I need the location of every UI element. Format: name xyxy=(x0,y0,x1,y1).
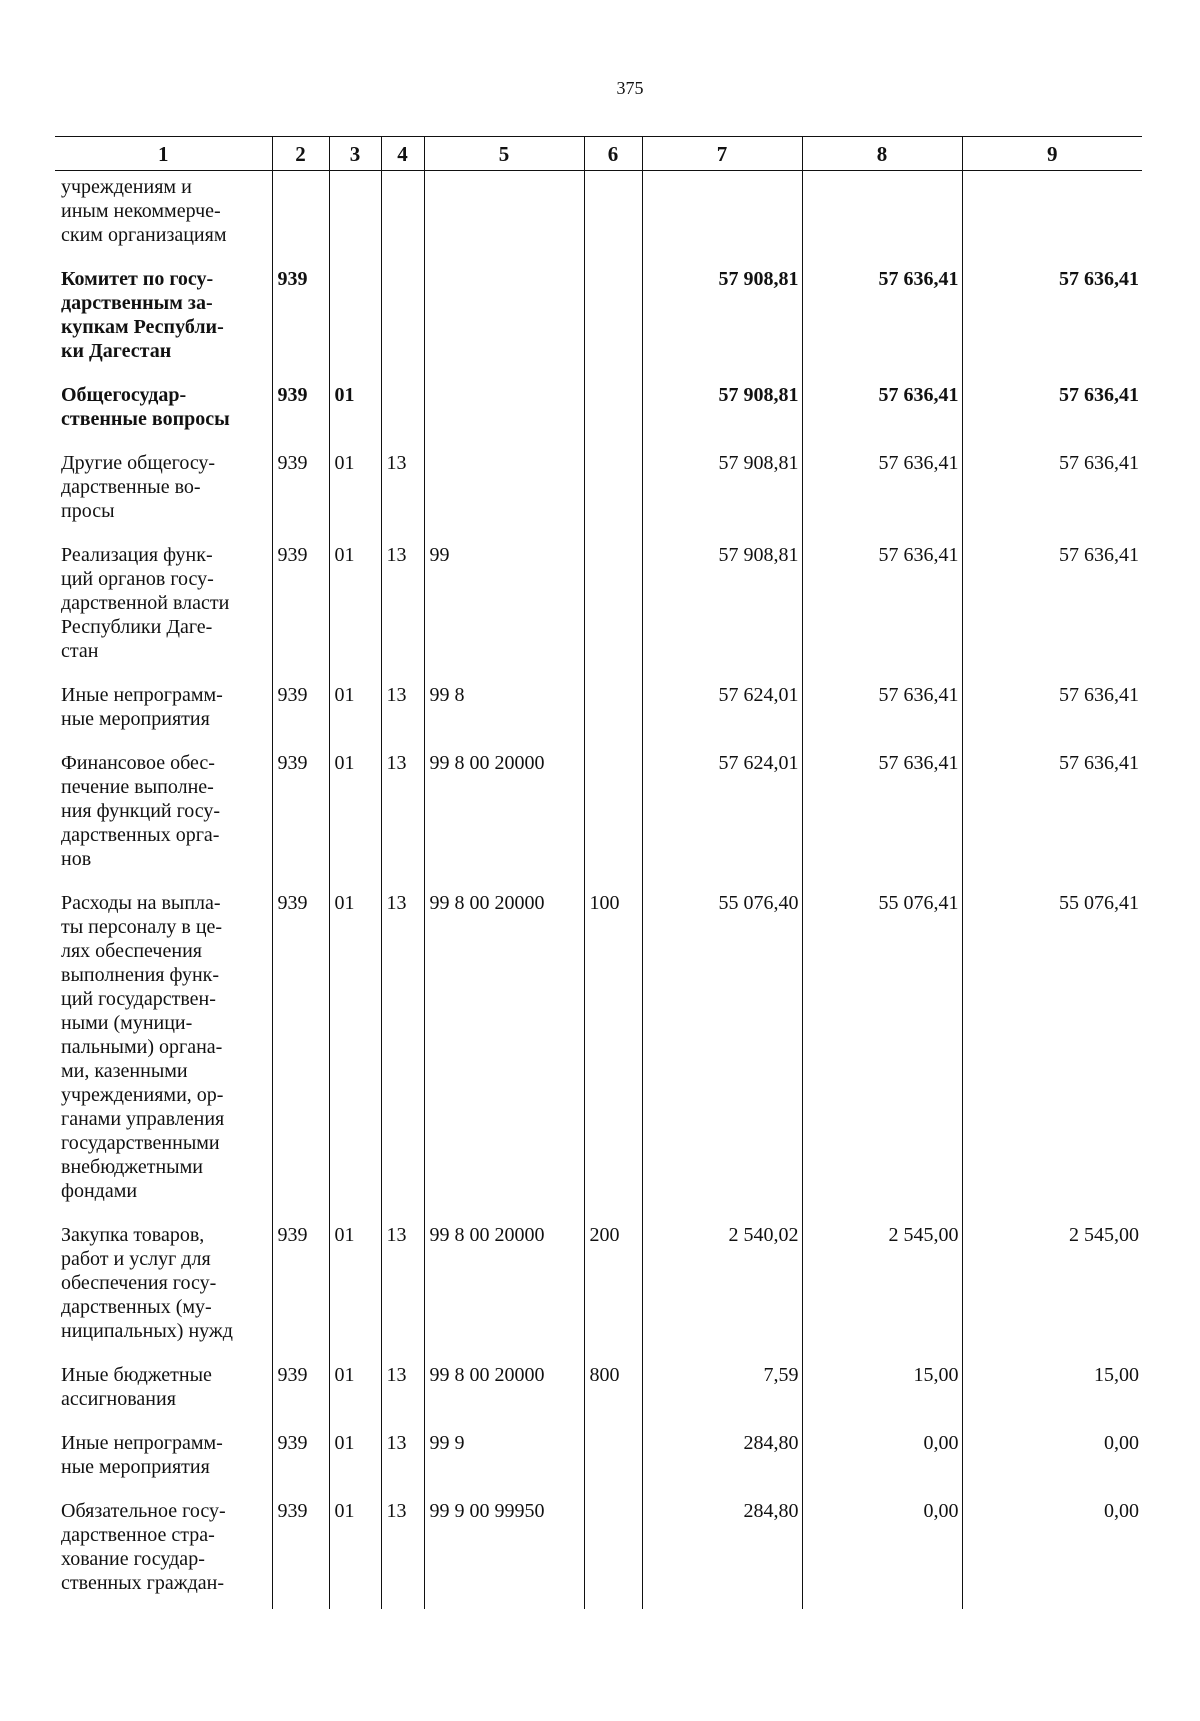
amount-col-7-text: 57 908,81 xyxy=(718,544,799,566)
ministry-code-text: 939 xyxy=(277,1500,308,1522)
item-name-text: Реализация функ- ций органов госу- дарственной власти Республики Даге- стан xyxy=(61,544,230,662)
cell-subsection-code xyxy=(381,533,424,673)
expense-type-code-text: 100 xyxy=(589,892,620,914)
cell-section-code xyxy=(329,1213,381,1353)
cell-amount-col-8 xyxy=(802,1489,962,1609)
table-row xyxy=(55,257,1142,373)
expense-type-code-text: 200 xyxy=(589,1224,620,1246)
cell-expense-type-code xyxy=(584,1353,642,1421)
cell-amount-col-9 xyxy=(962,1353,1142,1421)
amount-col-7-text: 55 076,40 xyxy=(718,892,799,914)
cell-ministry-code xyxy=(272,881,329,1213)
ministry-code-text: 939 xyxy=(277,684,308,706)
header-col-7: 7 xyxy=(642,137,802,171)
cell-section-code xyxy=(329,171,381,258)
cell-subsection-code xyxy=(381,673,424,741)
cell-expense-type-code xyxy=(584,257,642,373)
cell-item-name xyxy=(55,1489,272,1609)
cell-ministry-code xyxy=(272,673,329,741)
ministry-code-text: 939 xyxy=(277,1224,308,1246)
amount-col-9-text: 0,00 xyxy=(1104,1432,1139,1454)
cell-ministry-code xyxy=(272,441,329,533)
cell-target-article-code xyxy=(424,881,584,1213)
target-article-code-text: 99 9 00 99950 xyxy=(429,1500,545,1522)
expense-type-code-text: 800 xyxy=(589,1364,620,1386)
cell-item-name xyxy=(55,533,272,673)
cell-section-code xyxy=(329,741,381,881)
cell-amount-col-9 xyxy=(962,741,1142,881)
subsection-code-text: 13 xyxy=(386,544,407,566)
cell-ministry-code xyxy=(272,1489,329,1609)
cell-item-name xyxy=(55,441,272,533)
amount-col-9-text: 57 636,41 xyxy=(1059,452,1139,474)
cell-ministry-code xyxy=(272,1213,329,1353)
amount-col-7-text: 57 624,01 xyxy=(718,752,799,774)
cell-amount-col-8 xyxy=(802,673,962,741)
cell-ministry-code xyxy=(272,257,329,373)
ministry-code-text: 939 xyxy=(277,268,308,290)
header-col-6: 6 xyxy=(584,137,642,171)
cell-subsection-code xyxy=(381,881,424,1213)
section-code-text: 01 xyxy=(334,544,355,566)
header-col-1: 1 xyxy=(55,137,272,171)
cell-amount-col-9 xyxy=(962,441,1142,533)
amount-col-7-text: 57 908,81 xyxy=(718,452,799,474)
subsection-code-text: 13 xyxy=(386,1432,407,1454)
cell-amount-col-8 xyxy=(802,1213,962,1353)
target-article-code-text: 99 8 00 20000 xyxy=(429,752,545,774)
cell-section-code xyxy=(329,1353,381,1421)
item-name-text: Расходы на выпла- ты персоналу в це- лях обеспечения выполнения функ- ций государствен- ными (муници- пальными) органа- ми, казенными учреждениями, ор- ганами управления государственными внебюджетными фондами xyxy=(61,892,225,1202)
table-row xyxy=(55,441,1142,533)
cell-amount-col-8 xyxy=(802,171,962,258)
item-name-text: учреждениям и иным некоммерче- ским организациям xyxy=(61,176,227,246)
cell-target-article-code xyxy=(424,1213,584,1353)
cell-amount-col-8 xyxy=(802,1421,962,1489)
subsection-code-text: 13 xyxy=(386,1224,407,1246)
cell-expense-type-code xyxy=(584,673,642,741)
target-article-code-text: 99 8 xyxy=(429,684,465,706)
cell-section-code xyxy=(329,257,381,373)
cell-target-article-code xyxy=(424,1489,584,1609)
header-col-2: 2 xyxy=(272,137,329,171)
cell-amount-col-7 xyxy=(642,441,802,533)
subsection-code-text: 13 xyxy=(386,752,407,774)
cell-ministry-code xyxy=(272,741,329,881)
cell-amount-col-9 xyxy=(962,373,1142,441)
item-name-text: Общегосудар- ственные вопросы xyxy=(61,384,230,430)
amount-col-9-text: 15,00 xyxy=(1094,1364,1139,1386)
cell-expense-type-code xyxy=(584,1213,642,1353)
cell-subsection-code xyxy=(381,171,424,258)
amount-col-8-text: 57 636,41 xyxy=(878,544,959,566)
cell-amount-col-8 xyxy=(802,741,962,881)
cell-target-article-code xyxy=(424,533,584,673)
amount-col-7-text: 57 624,01 xyxy=(718,684,799,706)
cell-ministry-code xyxy=(272,1353,329,1421)
amount-col-7-text: 7,59 xyxy=(763,1364,799,1386)
table-row xyxy=(55,1353,1142,1421)
amount-col-9-text: 57 636,41 xyxy=(1059,268,1139,290)
amount-col-9-text: 57 636,41 xyxy=(1059,384,1139,406)
table-row xyxy=(55,1213,1142,1353)
cell-amount-col-9 xyxy=(962,1213,1142,1353)
page-number: 375 xyxy=(616,78,644,98)
table-row xyxy=(55,673,1142,741)
amount-col-8-text: 57 636,41 xyxy=(878,684,959,706)
cell-amount-col-7 xyxy=(642,741,802,881)
target-article-code-text: 99 9 xyxy=(429,1432,465,1454)
target-article-code-text: 99 xyxy=(429,544,450,566)
section-code-text: 01 xyxy=(334,1364,355,1386)
amount-col-9-text: 55 076,41 xyxy=(1059,892,1139,914)
cell-amount-col-8 xyxy=(802,533,962,673)
cell-amount-col-7 xyxy=(642,1489,802,1609)
cell-expense-type-code xyxy=(584,741,642,881)
section-code-text: 01 xyxy=(334,452,355,474)
cell-amount-col-7 xyxy=(642,373,802,441)
ministry-code-text: 939 xyxy=(277,452,308,474)
section-code-text: 01 xyxy=(334,892,355,914)
cell-subsection-code xyxy=(381,441,424,533)
cell-item-name xyxy=(55,881,272,1213)
cell-amount-col-7 xyxy=(642,171,802,258)
cell-section-code xyxy=(329,1489,381,1609)
cell-ministry-code xyxy=(272,1421,329,1489)
cell-target-article-code xyxy=(424,1353,584,1421)
amount-col-8-text: 0,00 xyxy=(923,1432,959,1454)
cell-subsection-code xyxy=(381,257,424,373)
cell-amount-col-7 xyxy=(642,673,802,741)
amount-col-8-text: 55 076,41 xyxy=(878,892,959,914)
table-body xyxy=(55,171,1142,1610)
cell-amount-col-7 xyxy=(642,1353,802,1421)
table-row xyxy=(55,741,1142,881)
cell-item-name xyxy=(55,171,272,258)
header-col-5: 5 xyxy=(424,137,584,171)
item-name-text: Комитет по госу- дарственным за- купкам Республи- ки Дагестан xyxy=(61,268,224,362)
cell-item-name xyxy=(55,1421,272,1489)
cell-item-name xyxy=(55,257,272,373)
section-code-text: 01 xyxy=(334,1432,355,1454)
cell-expense-type-code xyxy=(584,881,642,1213)
amount-col-9-text: 0,00 xyxy=(1104,1500,1139,1522)
cell-section-code xyxy=(329,373,381,441)
cell-ministry-code xyxy=(272,533,329,673)
amount-col-8-text: 2 545,00 xyxy=(888,1224,959,1246)
cell-item-name xyxy=(55,1353,272,1421)
table-row xyxy=(55,881,1142,1213)
table-row xyxy=(55,533,1142,673)
table-row xyxy=(55,171,1142,258)
cell-item-name xyxy=(55,673,272,741)
cell-target-article-code xyxy=(424,171,584,258)
cell-amount-col-9 xyxy=(962,171,1142,258)
ministry-code-text: 939 xyxy=(277,1364,308,1386)
ministry-code-text: 939 xyxy=(277,384,308,406)
cell-section-code xyxy=(329,533,381,673)
item-name-text: Другие общегосу- дарственные во- просы xyxy=(61,452,216,522)
header-col-4: 4 xyxy=(381,137,424,171)
cell-subsection-code xyxy=(381,1353,424,1421)
cell-amount-col-7 xyxy=(642,1421,802,1489)
amount-col-8-text: 57 636,41 xyxy=(878,752,959,774)
cell-amount-col-7 xyxy=(642,1213,802,1353)
amount-col-8-text: 57 636,41 xyxy=(878,268,959,290)
ministry-code-text: 939 xyxy=(277,544,308,566)
cell-ministry-code xyxy=(272,373,329,441)
cell-subsection-code xyxy=(381,1421,424,1489)
cell-section-code xyxy=(329,441,381,533)
cell-item-name xyxy=(55,1213,272,1353)
cell-amount-col-9 xyxy=(962,257,1142,373)
cell-target-article-code xyxy=(424,373,584,441)
section-code-text: 01 xyxy=(334,752,355,774)
cell-section-code xyxy=(329,1421,381,1489)
cell-expense-type-code xyxy=(584,1489,642,1609)
cell-amount-col-8 xyxy=(802,441,962,533)
cell-amount-col-8 xyxy=(802,881,962,1213)
amount-col-8-text: 57 636,41 xyxy=(878,384,959,406)
table-row xyxy=(55,1489,1142,1609)
header-row xyxy=(55,137,1142,171)
cell-amount-col-7 xyxy=(642,533,802,673)
ministry-code-text: 939 xyxy=(277,892,308,914)
cell-amount-col-7 xyxy=(642,257,802,373)
cell-subsection-code xyxy=(381,1489,424,1609)
header-col-9: 9 xyxy=(962,137,1142,171)
cell-ministry-code xyxy=(272,171,329,258)
cell-amount-col-9 xyxy=(962,1421,1142,1489)
cell-target-article-code xyxy=(424,1421,584,1489)
ministry-code-text: 939 xyxy=(277,752,308,774)
target-article-code-text: 99 8 00 20000 xyxy=(429,1364,545,1386)
cell-amount-col-9 xyxy=(962,1489,1142,1609)
table-row xyxy=(55,1421,1142,1489)
cell-item-name xyxy=(55,373,272,441)
cell-expense-type-code xyxy=(584,533,642,673)
cell-amount-col-8 xyxy=(802,1353,962,1421)
amount-col-7-text: 57 908,81 xyxy=(718,384,799,406)
item-name-text: Закупка товаров, работ и услуг для обеспечения госу- дарственных (му- ниципальных) нужд xyxy=(61,1224,233,1342)
cell-amount-col-9 xyxy=(962,533,1142,673)
cell-amount-col-7 xyxy=(642,881,802,1213)
subsection-code-text: 13 xyxy=(386,452,407,474)
amount-col-9-text: 2 545,00 xyxy=(1069,1224,1139,1246)
section-code-text: 01 xyxy=(334,1500,355,1522)
subsection-code-text: 13 xyxy=(386,1364,407,1386)
item-name-text: Финансовое обес- печение выполне- ния функций госу- дарственных орга- нов xyxy=(61,752,221,870)
table-row xyxy=(55,373,1142,441)
subsection-code-text: 13 xyxy=(386,1500,407,1522)
cell-target-article-code xyxy=(424,673,584,741)
cell-amount-col-8 xyxy=(802,373,962,441)
cell-subsection-code xyxy=(381,1213,424,1353)
ministry-code-text: 939 xyxy=(277,1432,308,1454)
cell-section-code xyxy=(329,881,381,1213)
amount-col-7-text: 284,80 xyxy=(743,1500,799,1522)
cell-expense-type-code xyxy=(584,441,642,533)
cell-section-code xyxy=(329,673,381,741)
cell-target-article-code xyxy=(424,741,584,881)
item-name-text: Обязательное госу- дарственное стра- хование государ- ственных граждан- xyxy=(61,1500,226,1594)
amount-col-9-text: 57 636,41 xyxy=(1059,752,1139,774)
amount-col-8-text: 57 636,41 xyxy=(878,452,959,474)
amount-col-9-text: 57 636,41 xyxy=(1059,544,1139,566)
item-name-text: Иные бюджетные ассигнования xyxy=(61,1364,212,1410)
item-name-text: Иные непрограмм- ные мероприятия xyxy=(61,684,223,730)
cell-item-name xyxy=(55,741,272,881)
cell-expense-type-code xyxy=(584,1421,642,1489)
cell-target-article-code xyxy=(424,441,584,533)
item-name-text: Иные непрограмм- ные мероприятия xyxy=(61,1432,223,1478)
section-code-text: 01 xyxy=(334,684,355,706)
cell-subsection-code xyxy=(381,373,424,441)
amount-col-8-text: 15,00 xyxy=(913,1364,959,1386)
cell-amount-col-8 xyxy=(802,257,962,373)
amount-col-9-text: 57 636,41 xyxy=(1059,684,1139,706)
header-col-8: 8 xyxy=(802,137,962,171)
target-article-code-text: 99 8 00 20000 xyxy=(429,1224,545,1246)
cell-target-article-code xyxy=(424,257,584,373)
target-article-code-text: 99 8 00 20000 xyxy=(429,892,545,914)
header-col-3: 3 xyxy=(329,137,381,171)
cell-amount-col-9 xyxy=(962,881,1142,1213)
subsection-code-text: 13 xyxy=(386,684,407,706)
cell-subsection-code xyxy=(381,741,424,881)
cell-expense-type-code xyxy=(584,373,642,441)
subsection-code-text: 13 xyxy=(386,892,407,914)
section-code-text: 01 xyxy=(334,1224,355,1246)
cell-expense-type-code xyxy=(584,171,642,258)
amount-col-7-text: 57 908,81 xyxy=(718,268,799,290)
budget-table xyxy=(55,136,1142,1609)
amount-col-8-text: 0,00 xyxy=(923,1500,959,1522)
section-code-text: 01 xyxy=(334,384,355,406)
amount-col-7-text: 284,80 xyxy=(743,1432,799,1454)
cell-amount-col-9 xyxy=(962,673,1142,741)
amount-col-7-text: 2 540,02 xyxy=(728,1224,799,1246)
